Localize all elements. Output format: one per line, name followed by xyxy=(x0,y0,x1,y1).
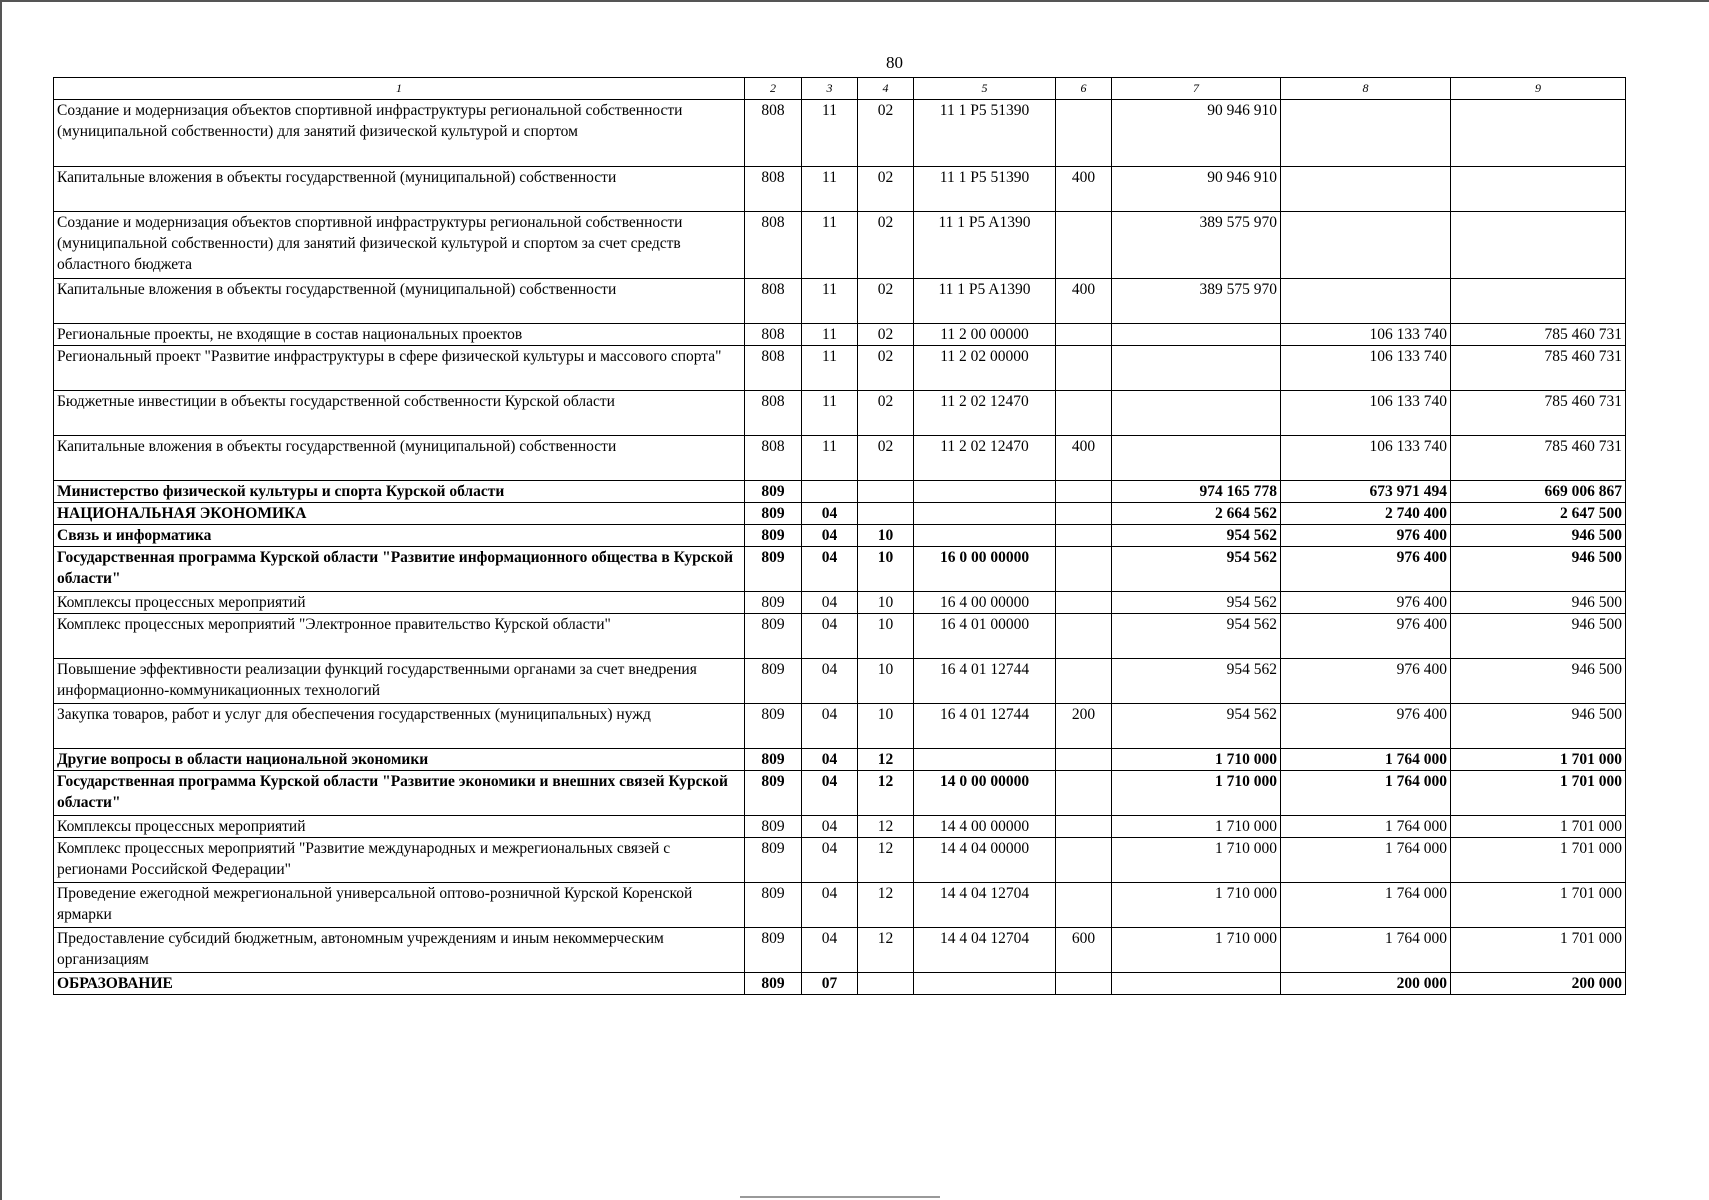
cell-target-article: 16 4 01 12744 xyxy=(914,704,1056,749)
cell-amount-col8 xyxy=(1281,167,1451,212)
budget-table xyxy=(53,77,1626,995)
cell-amount-col7: 954 562 xyxy=(1112,704,1281,749)
cell-subsection: 10 xyxy=(858,614,914,659)
cell-amount-col8: 2 740 400 xyxy=(1281,503,1451,525)
cell-target-article: 16 0 00 00000 xyxy=(914,547,1056,592)
cell-expense-type xyxy=(1056,838,1112,883)
header-col-3: 3 xyxy=(802,78,858,100)
cell-expense-type xyxy=(1056,547,1112,592)
table-row xyxy=(54,704,1626,749)
cell-amount-col8: 976 400 xyxy=(1281,614,1451,659)
table-row xyxy=(54,659,1626,704)
cell-amount-col9 xyxy=(1451,212,1626,279)
cell-amount-col8 xyxy=(1281,212,1451,279)
cell-section: 04 xyxy=(802,659,858,704)
cell-subsection: 12 xyxy=(858,771,914,816)
cell-ministry-code: 809 xyxy=(745,838,802,883)
cell-section: 04 xyxy=(802,838,858,883)
cell-expense-type xyxy=(1056,346,1112,391)
cell-target-article: 14 4 00 00000 xyxy=(914,816,1056,838)
header-col-2: 2 xyxy=(745,78,802,100)
cell-expense-type xyxy=(1056,749,1112,771)
cell-section: 11 xyxy=(802,324,858,346)
cell-name: Комплекс процессных мероприятий "Электронное правительство Курской области" xyxy=(54,614,745,659)
cell-amount-col9: 2 647 500 xyxy=(1451,503,1626,525)
cell-expense-type xyxy=(1056,391,1112,436)
cell-ministry-code: 809 xyxy=(745,592,802,614)
cell-amount-col7: 954 562 xyxy=(1112,525,1281,547)
cell-subsection: 10 xyxy=(858,525,914,547)
cell-subsection: 02 xyxy=(858,167,914,212)
cell-section: 04 xyxy=(802,771,858,816)
cell-amount-col9: 946 500 xyxy=(1451,614,1626,659)
cell-expense-type xyxy=(1056,659,1112,704)
cell-target-article: 11 1 P5 A1390 xyxy=(914,212,1056,279)
table-row xyxy=(54,324,1626,346)
table-row xyxy=(54,503,1626,525)
cell-amount-col9: 946 500 xyxy=(1451,547,1626,592)
cell-name: Бюджетные инвестиции в объекты государственной собственности Курской области xyxy=(54,391,745,436)
cell-subsection: 12 xyxy=(858,838,914,883)
table-row xyxy=(54,592,1626,614)
cell-expense-type: 400 xyxy=(1056,436,1112,481)
cell-target-article: 11 2 00 00000 xyxy=(914,324,1056,346)
table-row xyxy=(54,838,1626,883)
cell-amount-col7 xyxy=(1112,346,1281,391)
cell-name: Капитальные вложения в объекты государственной (муниципальной) собственности xyxy=(54,279,745,324)
table-body xyxy=(54,100,1626,995)
cell-amount-col9: 946 500 xyxy=(1451,525,1626,547)
cell-amount-col9: 1 701 000 xyxy=(1451,771,1626,816)
cell-amount-col8 xyxy=(1281,279,1451,324)
cell-amount-col7: 1 710 000 xyxy=(1112,816,1281,838)
cell-section: 04 xyxy=(802,525,858,547)
cell-section: 04 xyxy=(802,749,858,771)
cell-ministry-code: 809 xyxy=(745,883,802,928)
cell-section: 11 xyxy=(802,212,858,279)
cell-name: НАЦИОНАЛЬНАЯ ЭКОНОМИКА xyxy=(54,503,745,525)
cell-amount-col8: 1 764 000 xyxy=(1281,749,1451,771)
cell-name: Капитальные вложения в объекты государственной (муниципальной) собственности xyxy=(54,167,745,212)
cell-name: Создание и модернизация объектов спортивной инфраструктуры региональной собственности (муниципальной собственности) для занятий физической культурой и спортом за счет средств областного бюджета xyxy=(54,212,745,279)
header-col-7: 7 xyxy=(1112,78,1281,100)
cell-section: 11 xyxy=(802,279,858,324)
cell-ministry-code: 809 xyxy=(745,659,802,704)
cell-subsection: 02 xyxy=(858,324,914,346)
cell-name: Министерство физической культуры и спорта Курской области xyxy=(54,481,745,503)
cell-ministry-code: 809 xyxy=(745,503,802,525)
table-row xyxy=(54,346,1626,391)
header-col-8: 8 xyxy=(1281,78,1451,100)
cell-name: Комплекс процессных мероприятий "Развитие международных и межрегиональных связей с регионами Российской Федерации" xyxy=(54,838,745,883)
cell-target-article: 16 4 01 12744 xyxy=(914,659,1056,704)
table-row xyxy=(54,614,1626,659)
cell-target-article: 14 4 04 12704 xyxy=(914,883,1056,928)
cell-expense-type: 400 xyxy=(1056,167,1112,212)
cell-ministry-code: 809 xyxy=(745,749,802,771)
table-row xyxy=(54,771,1626,816)
cell-name: Повышение эффективности реализации функций государственными органами за счет внедрения информационно-коммуникационных технологий xyxy=(54,659,745,704)
cell-amount-col9: 669 006 867 xyxy=(1451,481,1626,503)
cell-expense-type xyxy=(1056,816,1112,838)
table-row xyxy=(54,973,1626,995)
table-row xyxy=(54,525,1626,547)
table-row xyxy=(54,436,1626,481)
cell-subsection: 12 xyxy=(858,816,914,838)
cell-target-article: 14 0 00 00000 xyxy=(914,771,1056,816)
cell-section: 04 xyxy=(802,503,858,525)
table-row xyxy=(54,167,1626,212)
cell-name: Создание и модернизация объектов спортивной инфраструктуры региональной собственности (муниципальной собственности) для занятий физической культурой и спортом xyxy=(54,100,745,167)
cell-amount-col7 xyxy=(1112,973,1281,995)
cell-amount-col9: 1 701 000 xyxy=(1451,838,1626,883)
cell-amount-col7: 954 562 xyxy=(1112,614,1281,659)
cell-subsection xyxy=(858,481,914,503)
cell-section: 07 xyxy=(802,973,858,995)
cell-amount-col7: 389 575 970 xyxy=(1112,212,1281,279)
cell-section: 04 xyxy=(802,614,858,659)
table-row xyxy=(54,749,1626,771)
cell-target-article: 11 2 02 00000 xyxy=(914,346,1056,391)
cell-name: Региональные проекты, не входящие в состав национальных проектов xyxy=(54,324,745,346)
cell-subsection: 12 xyxy=(858,928,914,973)
cell-amount-col7: 974 165 778 xyxy=(1112,481,1281,503)
cell-target-article xyxy=(914,481,1056,503)
cell-ministry-code: 809 xyxy=(745,973,802,995)
cell-amount-col7: 1 710 000 xyxy=(1112,928,1281,973)
cell-name: Связь и информатика xyxy=(54,525,745,547)
cell-ministry-code: 809 xyxy=(745,816,802,838)
cell-ministry-code: 809 xyxy=(745,928,802,973)
cell-amount-col7: 954 562 xyxy=(1112,547,1281,592)
cell-name: Государственная программа Курской области "Развитие информационного общества в Курской области" xyxy=(54,547,745,592)
cell-amount-col7: 389 575 970 xyxy=(1112,279,1281,324)
cell-amount-col9: 785 460 731 xyxy=(1451,324,1626,346)
table-row xyxy=(54,883,1626,928)
cell-expense-type xyxy=(1056,324,1112,346)
cell-amount-col8: 1 764 000 xyxy=(1281,838,1451,883)
cell-amount-col8: 976 400 xyxy=(1281,592,1451,614)
cell-amount-col8: 200 000 xyxy=(1281,973,1451,995)
cell-ministry-code: 808 xyxy=(745,346,802,391)
cell-subsection: 02 xyxy=(858,346,914,391)
cell-subsection: 10 xyxy=(858,704,914,749)
cell-subsection xyxy=(858,973,914,995)
cell-amount-col7: 1 710 000 xyxy=(1112,771,1281,816)
cell-name: Комплексы процессных мероприятий xyxy=(54,816,745,838)
cell-amount-col8: 106 133 740 xyxy=(1281,346,1451,391)
page-number: 80 xyxy=(886,53,903,72)
cell-expense-type xyxy=(1056,100,1112,167)
cell-ministry-code: 809 xyxy=(745,547,802,592)
cell-expense-type: 600 xyxy=(1056,928,1112,973)
cell-ministry-code: 808 xyxy=(745,436,802,481)
cell-amount-col8: 1 764 000 xyxy=(1281,883,1451,928)
cell-section: 11 xyxy=(802,436,858,481)
table-row xyxy=(54,547,1626,592)
header-col-6: 6 xyxy=(1056,78,1112,100)
cell-amount-col8: 106 133 740 xyxy=(1281,324,1451,346)
table-row xyxy=(54,816,1626,838)
cell-amount-col7: 2 664 562 xyxy=(1112,503,1281,525)
cell-amount-col9 xyxy=(1451,100,1626,167)
cell-section: 11 xyxy=(802,391,858,436)
cell-section: 04 xyxy=(802,592,858,614)
cell-amount-col8: 976 400 xyxy=(1281,704,1451,749)
cell-target-article: 14 4 04 12704 xyxy=(914,928,1056,973)
cell-section: 11 xyxy=(802,167,858,212)
cell-amount-col9: 946 500 xyxy=(1451,592,1626,614)
cell-name: ОБРАЗОВАНИЕ xyxy=(54,973,745,995)
cell-subsection: 12 xyxy=(858,749,914,771)
cell-section: 11 xyxy=(802,100,858,167)
cell-target-article: 11 1 P5 51390 xyxy=(914,167,1056,212)
cell-amount-col8: 976 400 xyxy=(1281,525,1451,547)
cell-section: 04 xyxy=(802,547,858,592)
cell-subsection: 02 xyxy=(858,391,914,436)
cell-target-article xyxy=(914,525,1056,547)
cell-section: 04 xyxy=(802,883,858,928)
cell-amount-col7: 954 562 xyxy=(1112,592,1281,614)
cell-subsection: 02 xyxy=(858,279,914,324)
cell-amount-col9: 1 701 000 xyxy=(1451,928,1626,973)
cell-ministry-code: 809 xyxy=(745,771,802,816)
cell-amount-col9: 785 460 731 xyxy=(1451,391,1626,436)
cell-subsection: 12 xyxy=(858,883,914,928)
cell-amount-col7: 90 946 910 xyxy=(1112,100,1281,167)
cell-amount-col8: 673 971 494 xyxy=(1281,481,1451,503)
scan-bottom-mark xyxy=(740,1196,940,1198)
cell-name: Комплексы процессных мероприятий xyxy=(54,592,745,614)
cell-subsection: 02 xyxy=(858,100,914,167)
table-row xyxy=(54,391,1626,436)
cell-ministry-code: 808 xyxy=(745,279,802,324)
table-row xyxy=(54,212,1626,279)
cell-expense-type xyxy=(1056,614,1112,659)
cell-name: Региональный проект "Развитие инфраструктуры в сфере физической культуры и массового спорта" xyxy=(54,346,745,391)
cell-amount-col9: 946 500 xyxy=(1451,659,1626,704)
cell-expense-type xyxy=(1056,212,1112,279)
cell-expense-type xyxy=(1056,503,1112,525)
cell-amount-col7 xyxy=(1112,324,1281,346)
cell-expense-type xyxy=(1056,771,1112,816)
cell-amount-col7: 1 710 000 xyxy=(1112,838,1281,883)
cell-section xyxy=(802,481,858,503)
cell-ministry-code: 808 xyxy=(745,167,802,212)
header-col-4: 4 xyxy=(858,78,914,100)
header-col-1: 1 xyxy=(54,78,745,100)
cell-ministry-code: 808 xyxy=(745,391,802,436)
cell-target-article: 14 4 04 00000 xyxy=(914,838,1056,883)
cell-ministry-code: 809 xyxy=(745,704,802,749)
scan-edge-left xyxy=(0,0,2,1200)
cell-amount-col9: 1 701 000 xyxy=(1451,749,1626,771)
cell-amount-col7 xyxy=(1112,436,1281,481)
cell-ministry-code: 809 xyxy=(745,614,802,659)
cell-amount-col8: 1 764 000 xyxy=(1281,816,1451,838)
cell-ministry-code: 808 xyxy=(745,324,802,346)
cell-ministry-code: 808 xyxy=(745,212,802,279)
table-header-row xyxy=(54,78,1626,100)
cell-target-article: 11 1 P5 51390 xyxy=(914,100,1056,167)
cell-section: 11 xyxy=(802,346,858,391)
cell-name: Предоставление субсидий бюджетным, автономным учреждениям и иным некоммерческим организациям xyxy=(54,928,745,973)
cell-expense-type xyxy=(1056,592,1112,614)
cell-target-article: 11 2 02 12470 xyxy=(914,436,1056,481)
cell-target-article: 16 4 00 00000 xyxy=(914,592,1056,614)
header-col-9: 9 xyxy=(1451,78,1626,100)
cell-expense-type xyxy=(1056,525,1112,547)
cell-amount-col9: 200 000 xyxy=(1451,973,1626,995)
cell-amount-col8 xyxy=(1281,100,1451,167)
cell-expense-type: 200 xyxy=(1056,704,1112,749)
cell-amount-col9: 785 460 731 xyxy=(1451,436,1626,481)
cell-amount-col9 xyxy=(1451,279,1626,324)
cell-amount-col7: 1 710 000 xyxy=(1112,883,1281,928)
cell-subsection: 02 xyxy=(858,212,914,279)
cell-amount-col8: 976 400 xyxy=(1281,659,1451,704)
table-row xyxy=(54,928,1626,973)
cell-amount-col8: 106 133 740 xyxy=(1281,436,1451,481)
cell-amount-col9: 946 500 xyxy=(1451,704,1626,749)
cell-target-article: 11 1 P5 A1390 xyxy=(914,279,1056,324)
cell-amount-col8: 1 764 000 xyxy=(1281,928,1451,973)
cell-expense-type xyxy=(1056,973,1112,995)
cell-subsection: 10 xyxy=(858,659,914,704)
cell-amount-col9: 785 460 731 xyxy=(1451,346,1626,391)
cell-target-article xyxy=(914,503,1056,525)
cell-subsection xyxy=(858,503,914,525)
cell-ministry-code: 809 xyxy=(745,525,802,547)
cell-amount-col7 xyxy=(1112,391,1281,436)
cell-section: 04 xyxy=(802,928,858,973)
cell-target-article: 16 4 01 00000 xyxy=(914,614,1056,659)
cell-name: Государственная программа Курской области "Развитие экономики и внешних связей Курской области" xyxy=(54,771,745,816)
cell-target-article: 11 2 02 12470 xyxy=(914,391,1056,436)
cell-amount-col7: 954 562 xyxy=(1112,659,1281,704)
cell-expense-type xyxy=(1056,883,1112,928)
cell-target-article xyxy=(914,973,1056,995)
cell-expense-type xyxy=(1056,481,1112,503)
cell-subsection: 10 xyxy=(858,592,914,614)
cell-amount-col9 xyxy=(1451,167,1626,212)
table-row xyxy=(54,481,1626,503)
cell-target-article xyxy=(914,749,1056,771)
cell-amount-col8: 106 133 740 xyxy=(1281,391,1451,436)
cell-subsection: 10 xyxy=(858,547,914,592)
table-row xyxy=(54,279,1626,324)
cell-expense-type: 400 xyxy=(1056,279,1112,324)
cell-amount-col8: 1 764 000 xyxy=(1281,771,1451,816)
cell-name: Закупка товаров, работ и услуг для обеспечения государственных (муниципальных) нужд xyxy=(54,704,745,749)
cell-amount-col7: 90 946 910 xyxy=(1112,167,1281,212)
cell-section: 04 xyxy=(802,704,858,749)
cell-amount-col8: 976 400 xyxy=(1281,547,1451,592)
scan-edge-top xyxy=(0,0,1709,2)
cell-amount-col7: 1 710 000 xyxy=(1112,749,1281,771)
cell-subsection: 02 xyxy=(858,436,914,481)
cell-name: Другие вопросы в области национальной экономики xyxy=(54,749,745,771)
header-col-5: 5 xyxy=(914,78,1056,100)
cell-name: Проведение ежегодной межрегиональной универсальной оптово-розничной Курской Коренской ярмарки xyxy=(54,883,745,928)
cell-ministry-code: 809 xyxy=(745,481,802,503)
cell-ministry-code: 808 xyxy=(745,100,802,167)
table-row xyxy=(54,100,1626,167)
cell-name: Капитальные вложения в объекты государственной (муниципальной) собственности xyxy=(54,436,745,481)
cell-amount-col9: 1 701 000 xyxy=(1451,883,1626,928)
cell-section: 04 xyxy=(802,816,858,838)
cell-amount-col9: 1 701 000 xyxy=(1451,816,1626,838)
